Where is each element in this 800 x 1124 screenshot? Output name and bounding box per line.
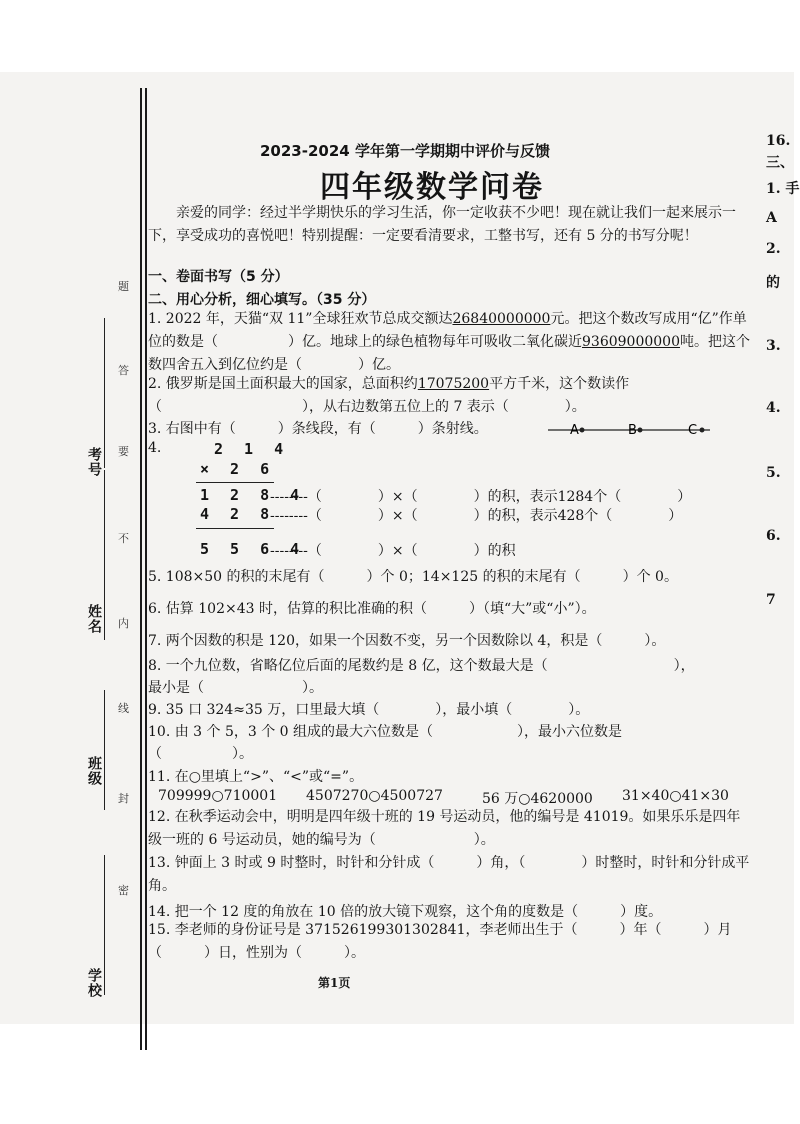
school-underline [104, 855, 105, 995]
compare-item: 56 万○4620000 [482, 791, 593, 807]
intro-text: 亲爱的同学：经过半学期快乐的学习生活，你一定收获不少吧！现在就让我们一起来展示一下，享受成功的喜悦吧！特别提醒：一定要看清要求，工整书写，还有 5 分的书写分呢！ [148, 205, 736, 244]
point-b-label: B [628, 423, 637, 438]
question-9: 9. 35 口 324≈35 万，口里最大填（ ），最小填（ ）。 [148, 702, 590, 718]
mult-rule-2 [196, 528, 274, 529]
right-col-item: 的 [766, 275, 780, 291]
seal-char: 不 [118, 532, 129, 545]
seal-char: 要 [118, 445, 129, 458]
seal-char: 封 [118, 792, 129, 805]
partial-product-2-text: --------（ ）×（ ）的积，表示428个（ ） [270, 508, 683, 524]
q1-text-c: 吨。把这个数四舍五入到亿位约是（ ）亿。 [148, 334, 750, 373]
id-label: 考号 [86, 447, 102, 477]
point-a-label: A [570, 423, 579, 438]
question-1 [148, 308, 754, 377]
compare-item: 31×40○41×30 [622, 788, 729, 804]
q1-number-2: 93609000000 [582, 334, 680, 350]
question-5: 5. 108×50 的积的末尾有（ ）个 0；14×125 的积的末尾有（ ）个 0。 [148, 569, 678, 585]
line-figure [540, 418, 720, 446]
point-c-dot [700, 428, 705, 433]
seal-char: 内 [118, 617, 129, 630]
class-underline [104, 690, 105, 810]
question-2 [148, 373, 754, 419]
right-col-item: 6. [766, 528, 781, 544]
question-15: 15. 李老师的身份证号是 371526199301302841，李老师出生于（ ）年（ ）月（ ）日，性别为（ ）。 [148, 922, 732, 961]
binding-line-inner [145, 88, 147, 1050]
point-c-label: C [688, 423, 698, 438]
q2-number: 17075200 [417, 376, 490, 392]
question-13: 13. 钟面上 3 时或 9 时整时，时针和分针成（ ）角，（ ）时整时，时针和分针成平角。 [148, 855, 750, 894]
page-number: 第1页 [318, 976, 351, 990]
seal-char: 答 [118, 364, 129, 377]
question-12: 12. 在秋季运动会中，明明是四年级十班的 19 号运动员，他的编号是 41019。如果乐乐是四年级一班的 6 号运动员，她的编号为（ ）。 [148, 809, 741, 848]
class-label: 班级 [86, 756, 102, 786]
q1-text-b: 元。把这个数改写成用“亿”作单位的数是（ ）亿。地球上的绿色植物每年可吸收二氧化碳近 [148, 311, 747, 350]
question-6: 6. 估算 102×43 时，估算的积比准确的积（ ）（填“大”或“小”）。 [148, 601, 596, 617]
right-col-item: 3. [766, 338, 781, 354]
name-underline [104, 470, 105, 640]
final-product-text: --------（ ）×（ ）的积 [270, 543, 516, 559]
right-col-item: 7 [766, 592, 776, 608]
partial-product-1-text: --------（ ）×（ ）的积，表示1284个（ ） [270, 489, 692, 505]
question-14: 14. 把一个 12 度的角放在 10 倍的放大镜下观察，这个角的度数是（ ）度。 [148, 904, 663, 920]
q2-text-b: 平方千米，这个数读作（ ），从右边数第五位上的 7 表示（ ）。 [148, 376, 630, 415]
id-underline [104, 318, 105, 468]
final-product: 5 5 6 4 [200, 540, 306, 558]
q2-text-a: 2. 俄罗斯是国土面积最大的国家，总面积约 [148, 376, 418, 392]
paper-name: 四年级数学问卷 [320, 170, 544, 205]
name-label: 姓名 [86, 604, 102, 634]
multiplier: × 2 6 [200, 460, 276, 478]
exam-title: 2023-2024 学年第一学期期中评价与反馈 [260, 142, 550, 160]
question-11: 11. 在○里填上“>”、“<”或“=”。 [148, 769, 364, 785]
section-1-heading: 一、卷面书写（5 分） [148, 269, 289, 285]
section-2-heading: 二、用心分析，细心填写。（35 分） [148, 292, 376, 308]
school-label: 学校 [86, 968, 102, 998]
compare-item: 709999○710001 [158, 788, 278, 804]
question-10-line-1: 10. 由 3 个 5，3 个 0 组成的最大六位数是（ ），最小六位数是 [148, 724, 623, 740]
right-col-item: 4. [766, 400, 781, 416]
right-col-item: A [766, 210, 777, 226]
question-3: 3. 右图中有（ ）条线段，有（ ）条射线。 [148, 421, 488, 437]
right-col-item: 1. 手 [766, 181, 800, 197]
point-b-dot [638, 428, 643, 433]
partial-product-2: 4 2 8 [200, 505, 276, 523]
right-col-item: 5. [766, 465, 781, 481]
seal-char: 题 [118, 280, 129, 293]
right-col-item: 16. [766, 133, 791, 149]
question-8-line-1: 8. 一个九位数，省略亿位后面的尾数约是 8 亿，这个数最大是（ ）， [148, 658, 695, 674]
binding-line-outer [140, 88, 142, 1050]
line-figure-svg [540, 418, 720, 442]
question-10-line-2: （ ）。 [148, 746, 253, 762]
right-col-item: 2. [766, 241, 781, 257]
question-4-label: 4. [148, 440, 162, 456]
seal-char: 线 [118, 702, 129, 715]
multiplicand: 2 1 4 [214, 440, 290, 458]
compare-item: 4507270○4500727 [306, 788, 443, 804]
q1-text-a: 1. 2022 年，天猫“双 11”全球狂欢节总成交额达 [148, 311, 453, 327]
seal-char: 密 [118, 884, 129, 897]
point-a-dot [580, 428, 585, 433]
partial-product-1: 1 2 8 4 [200, 486, 306, 504]
q1-number-1: 26840000000 [452, 311, 551, 327]
right-col-item: 三、 [766, 155, 794, 171]
question-7: 7. 两个因数的积是 120，如果一个因数不变，另一个因数除以 4，积是（ ）。 [148, 633, 666, 649]
question-8-line-2: 最小是（ ）。 [148, 680, 323, 696]
mult-rule-1 [196, 482, 274, 483]
